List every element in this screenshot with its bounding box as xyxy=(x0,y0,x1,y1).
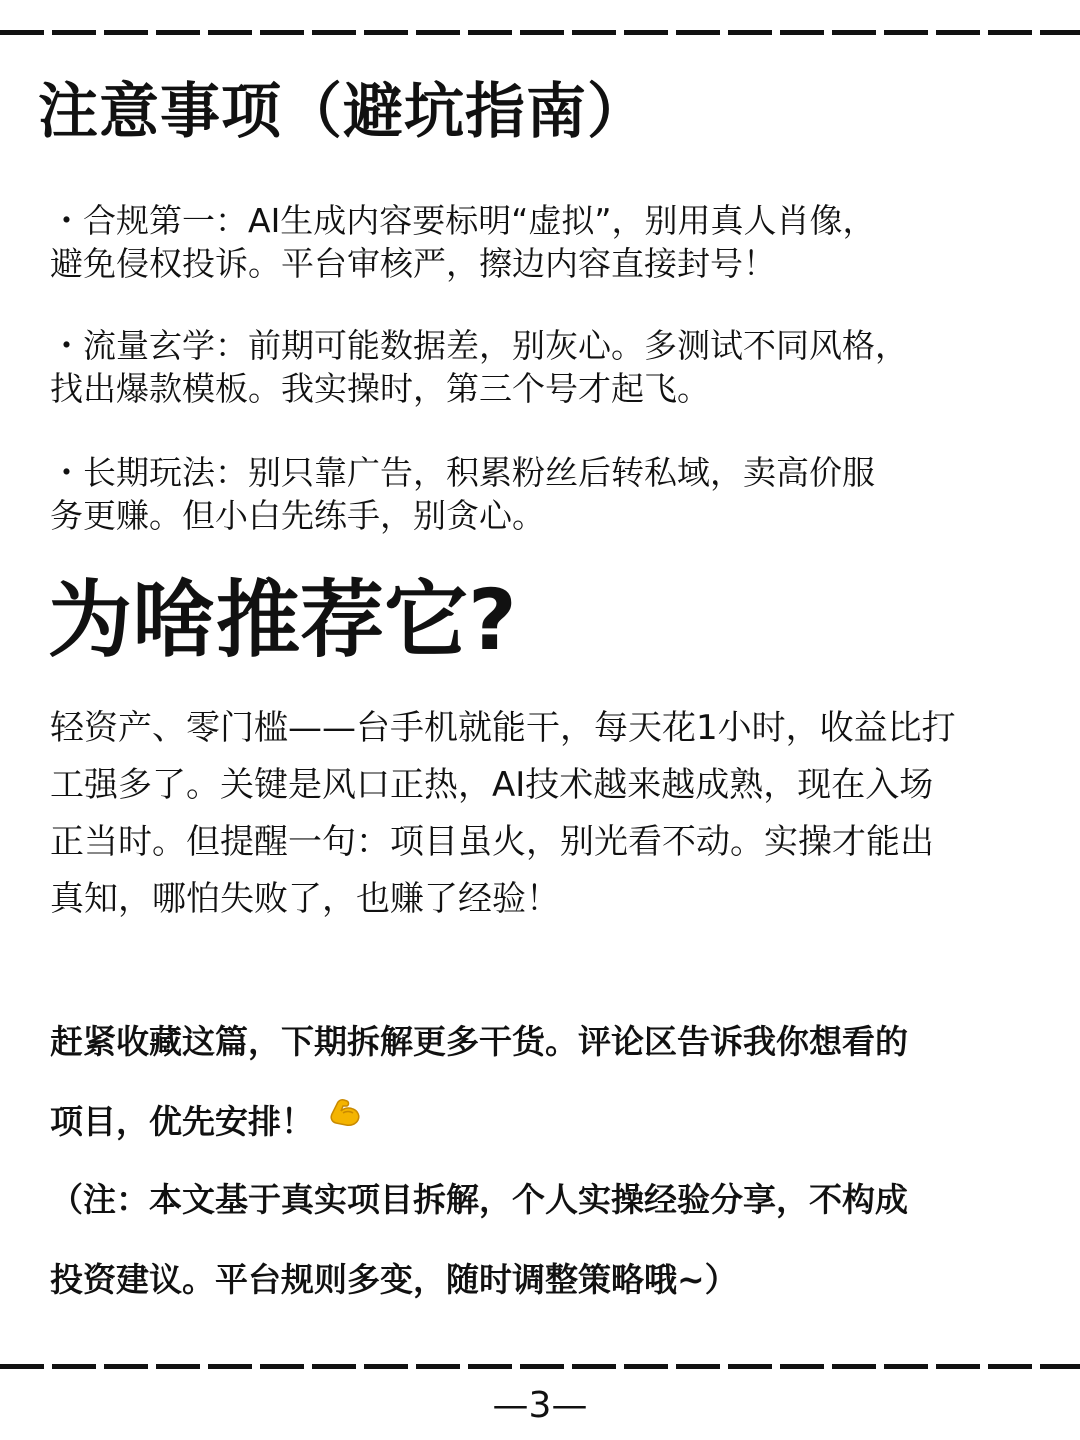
bullet-item-long-term xyxy=(50,451,950,537)
bullet-item-traffic xyxy=(50,324,950,410)
bullet-line: 避免侵权投诉。平台审核严，擦边内容直接封号！ xyxy=(50,244,776,283)
paragraph-line: 轻资产、零门槛——台手机就能干，每天花1小时，收益比打 xyxy=(50,708,956,748)
flexed-biceps-icon xyxy=(326,1080,364,1160)
bullet-line: ・合规第一：AI生成内容要标明“虚拟”，别用真人肖像， xyxy=(50,201,876,240)
bottom-dashed-divider xyxy=(0,1364,1080,1369)
note-line: （注：本文基于真实项目拆解，个人实操经验分享，不构成 xyxy=(50,1180,908,1219)
page-number: —3— xyxy=(492,1385,588,1426)
bullet-line: 务更赚。但小白先练手，别贪心。 xyxy=(50,496,545,535)
bullet-line: ・流量玄学：前期可能数据差，别灰心。多测试不同风格， xyxy=(50,326,908,365)
disclaimer-note xyxy=(50,1160,908,1320)
call-to-action xyxy=(50,1002,908,1164)
recommend-heading: 为啥推荐它? xyxy=(48,571,517,669)
bullet-item-compliance xyxy=(50,199,950,285)
note-line: 投资建议。平台规则多变，随时调整策略哦~） xyxy=(50,1260,738,1299)
cta-line-with-emoji xyxy=(50,1082,908,1164)
top-dashed-divider xyxy=(0,30,1080,35)
section-title: 注意事项（避坑指南） xyxy=(38,77,648,147)
cta-line-text: 项目，优先安排！ xyxy=(50,1102,314,1141)
bullet-line: ・长期玩法：别只靠广告，积累粉丝后转私域，卖高价服 xyxy=(50,453,875,492)
paragraph-line: 工强多了。关键是风口正热，AI技术越来越成熟，现在入场 xyxy=(50,765,934,805)
paragraph-line: 正当时。但提醒一句：项目虽火，别光看不动。实操才能出 xyxy=(50,822,934,862)
cta-line: 赶紧收藏这篇，下期拆解更多干货。评论区告诉我你想看的 xyxy=(50,1022,908,1061)
recommend-paragraph xyxy=(50,700,956,928)
paragraph-line: 真知，哪怕失败了，也赚了经验！ xyxy=(50,879,560,919)
bullet-line: 找出爆款模板。我实操时，第三个号才起飞。 xyxy=(50,369,710,408)
